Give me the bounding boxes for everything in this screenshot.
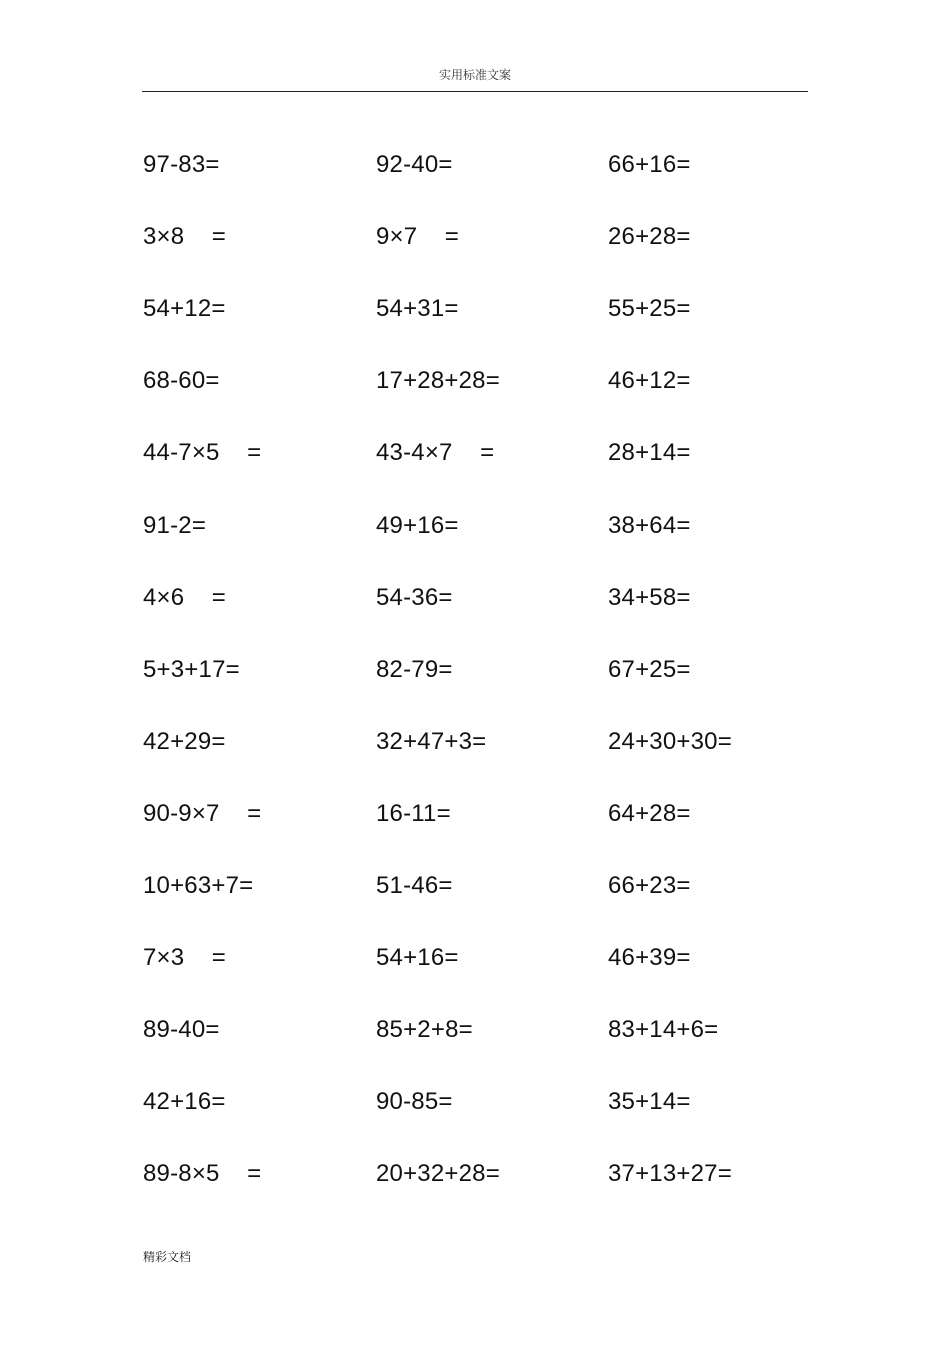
math-problem: 32+47+3=: [376, 727, 487, 755]
math-problem: 54+12=: [143, 295, 226, 323]
math-problem: 42+16=: [143, 1088, 226, 1116]
math-problem: 43-4×7 =: [376, 439, 495, 467]
math-problem: 89-8×5 =: [143, 1160, 262, 1188]
math-problem: 34+58=: [608, 583, 691, 611]
math-problem: 54-36=: [376, 583, 453, 611]
math-problem: 16-11=: [376, 799, 451, 827]
math-problem: 20+32+28=: [376, 1160, 500, 1188]
math-problem: 67+25=: [608, 655, 691, 683]
math-problem: 26+28=: [608, 223, 691, 251]
math-problem: 37+13+27=: [608, 1160, 732, 1188]
math-problem: 51-46=: [376, 872, 453, 899]
math-problem: 91-2=: [143, 511, 207, 539]
math-problem: 9×7 =: [376, 223, 459, 251]
math-problem: 97-83=: [143, 151, 220, 178]
math-problem: 83+14+6=: [608, 1016, 719, 1044]
math-problem: 5+3+17=: [143, 655, 240, 683]
math-problem: 38+64=: [608, 511, 691, 539]
math-problem: 64+28=: [608, 799, 691, 827]
math-problem: 46+39=: [608, 944, 691, 972]
math-problem: 28+14=: [608, 439, 691, 467]
page-footer: 精彩文档: [143, 1250, 192, 1264]
math-problem: 85+2+8=: [376, 1016, 473, 1044]
math-problem: 82-79=: [376, 655, 453, 683]
math-problem: 46+12=: [608, 367, 691, 395]
math-problem: 89-40=: [143, 1016, 220, 1044]
math-problem: 66+16=: [608, 151, 691, 178]
math-problem: 24+30+30=: [608, 727, 732, 755]
math-problem: 35+14=: [608, 1088, 691, 1116]
math-problem: 4×6 =: [143, 583, 226, 611]
math-problem: 90-9×7 =: [143, 799, 262, 827]
math-problem: 90-85=: [376, 1088, 453, 1116]
math-problem: 49+16=: [376, 511, 459, 539]
math-problem: 54+16=: [376, 944, 459, 972]
math-problem: 17+28+28=: [376, 367, 500, 395]
math-problem: 10+63+7=: [143, 872, 254, 899]
math-problem: 66+23=: [608, 872, 691, 899]
math-problem: 7×3 =: [143, 944, 226, 972]
math-problem: 54+31=: [376, 295, 459, 323]
math-problem: 44-7×5 =: [143, 439, 262, 467]
math-problem: 42+29=: [143, 727, 226, 755]
page-header: 实用标准文案: [438, 68, 511, 82]
math-problem: 3×8 =: [143, 223, 226, 251]
math-problem: 55+25=: [608, 295, 691, 323]
math-problem: 92-40=: [376, 151, 453, 178]
math-problem: 68-60=: [143, 367, 220, 395]
